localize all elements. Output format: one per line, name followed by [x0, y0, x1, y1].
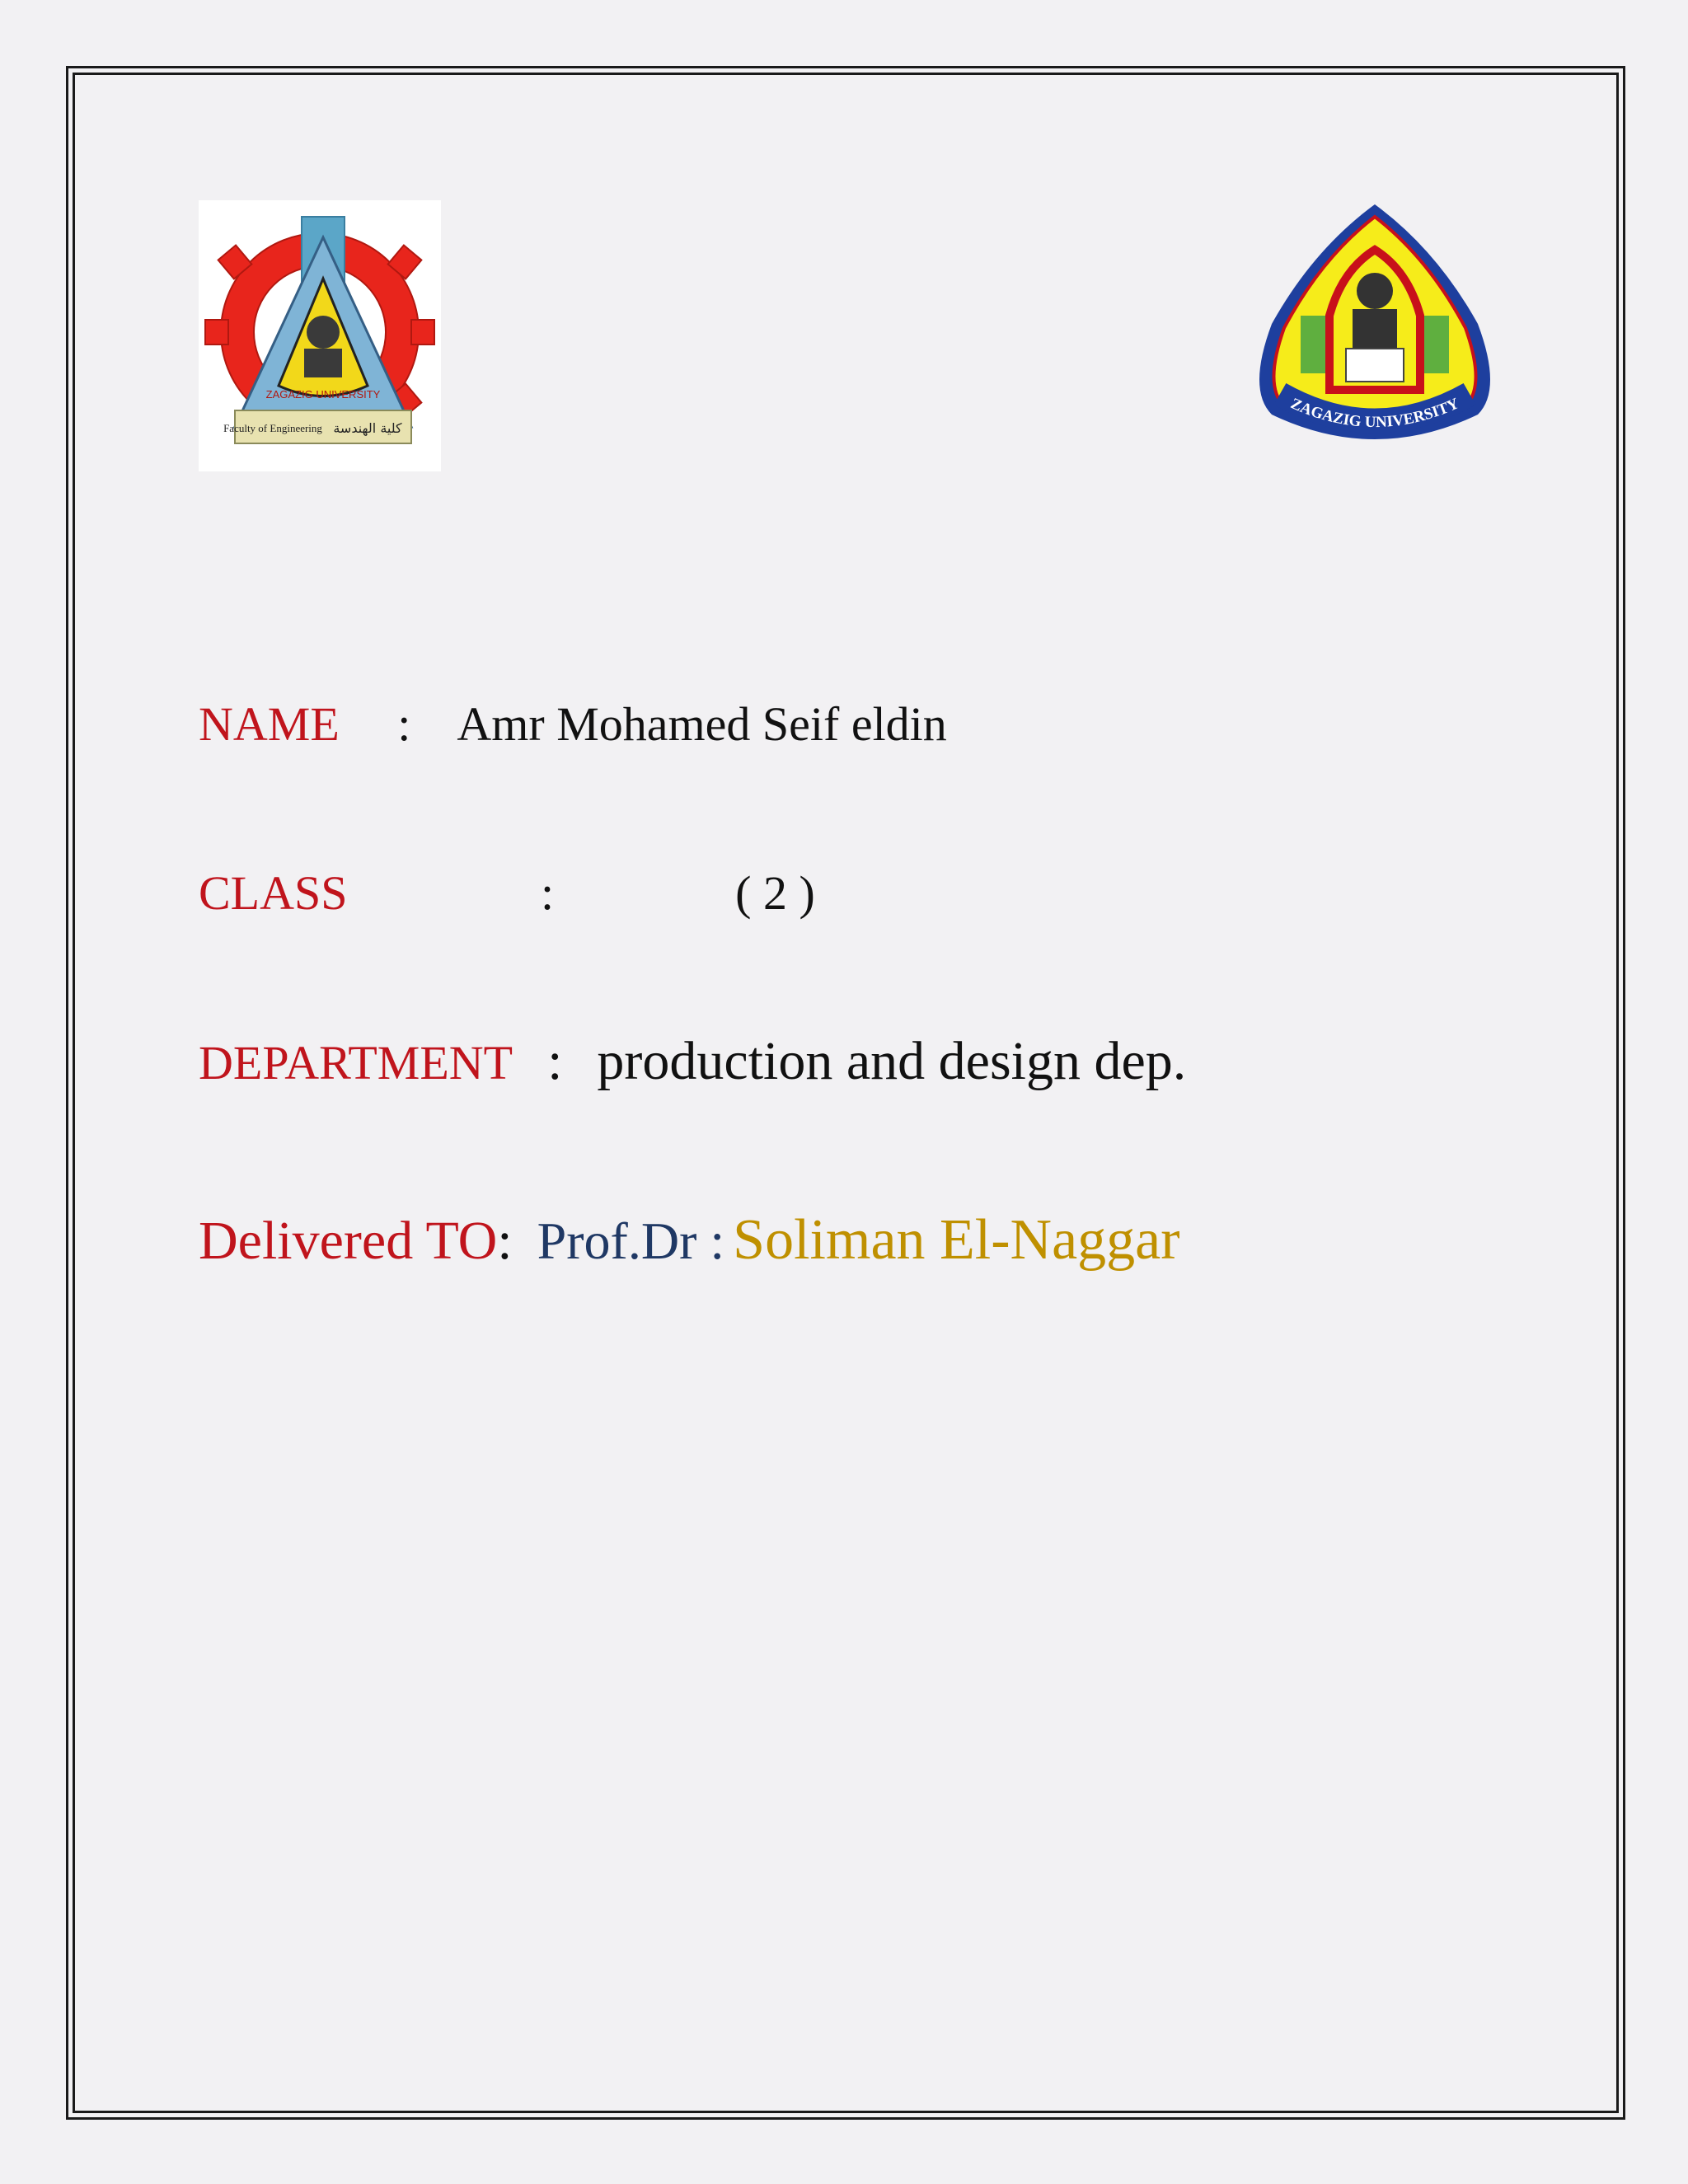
delivered-to-separator: :	[497, 1211, 513, 1271]
university-logo-banner-text: ZAGAZIG UNIVERSITY	[1287, 395, 1462, 432]
class-row	[199, 865, 815, 921]
class-label: CLASS	[199, 866, 348, 920]
faculty-logo-caption-en: Faculty of Engineering	[223, 422, 322, 434]
faculty-logo-caption-ar: كلية الهندسة	[333, 420, 402, 436]
department-separator: :	[547, 1031, 563, 1091]
name-label: NAME	[199, 697, 340, 751]
professor-name: Soliman El-Naggar	[733, 1208, 1180, 1272]
class-value: ( 2 )	[735, 866, 815, 920]
faculty-logo-banner-text: ZAGAZIG UNIVERSITY	[265, 388, 381, 401]
name-separator: :	[385, 697, 411, 751]
zagazig-university-logo	[1255, 200, 1494, 452]
professor-title: Prof.Dr :	[537, 1212, 725, 1270]
delivered-to-row	[199, 1207, 1180, 1273]
department-row	[199, 1030, 1186, 1093]
name-value: Amr Mohamed Seif eldin	[457, 697, 947, 751]
delivered-to-label: Delivered TO	[199, 1211, 498, 1271]
faculty-of-engineering-logo	[199, 200, 441, 471]
class-separator: :	[528, 866, 555, 920]
department-value: production and design dep.	[597, 1031, 1187, 1091]
name-row	[199, 696, 947, 752]
department-label: DEPARTMENT	[199, 1036, 513, 1090]
